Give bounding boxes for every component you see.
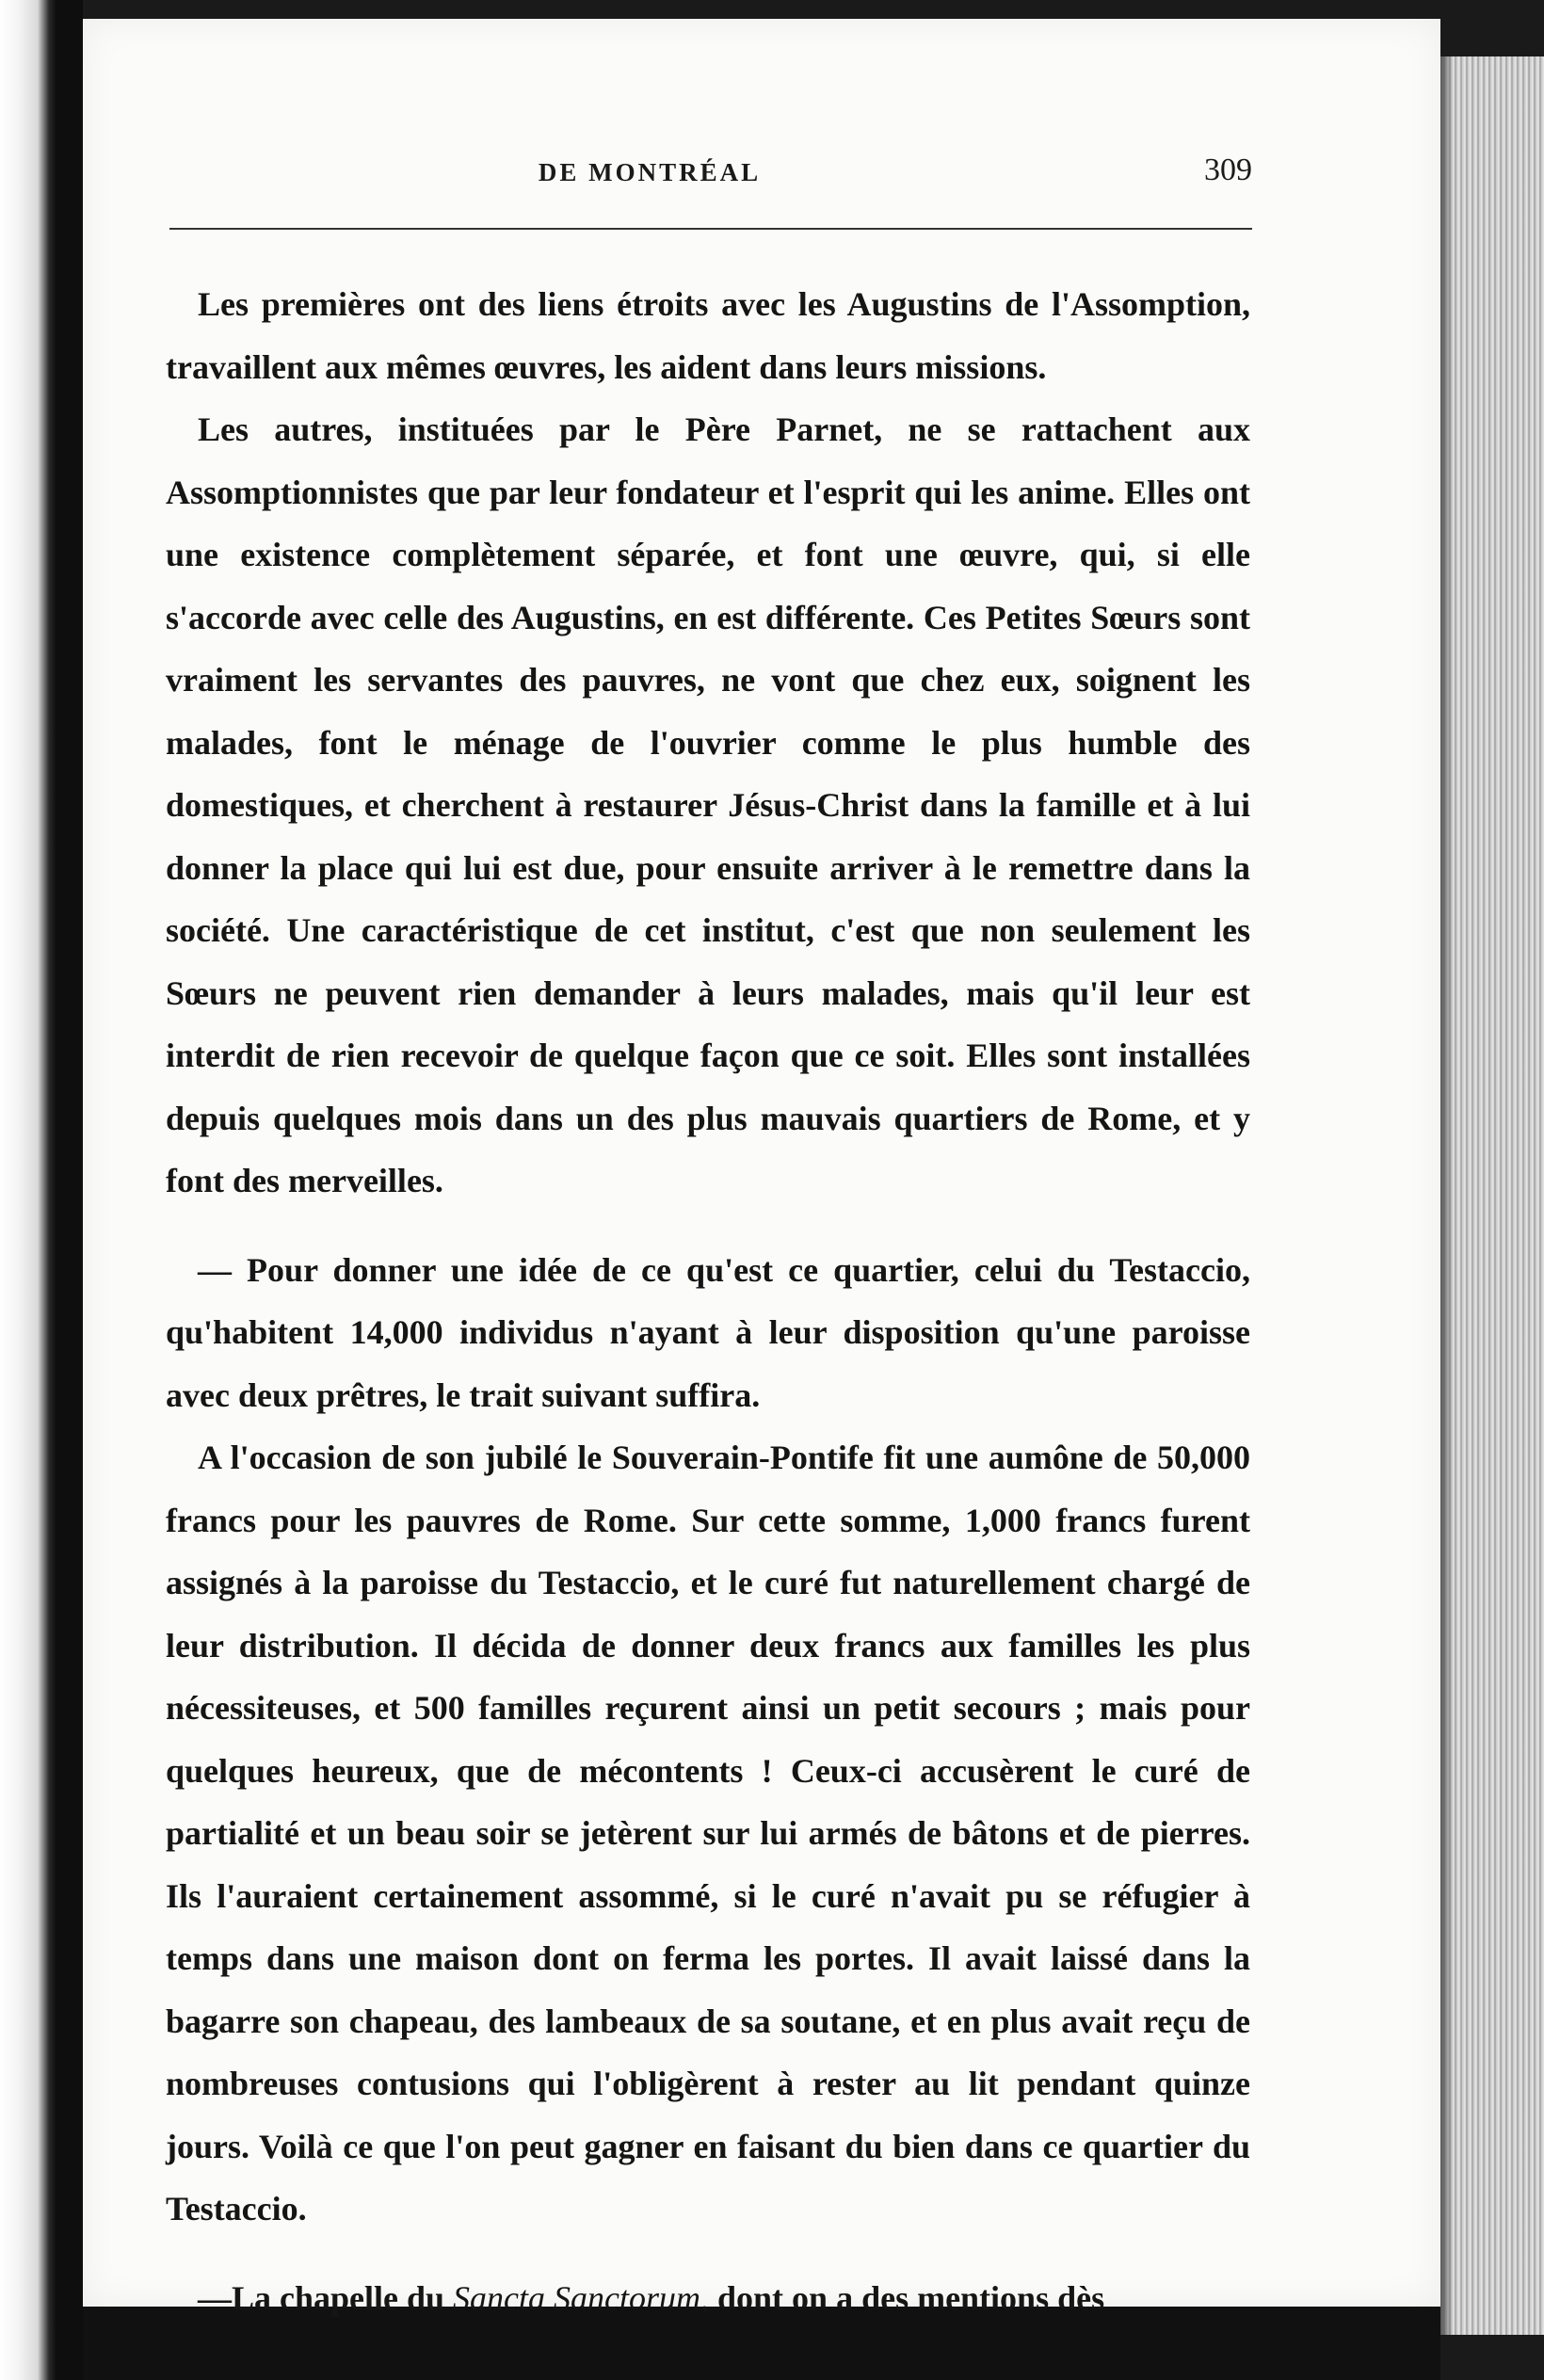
book-gutter [56,0,83,2380]
header-rule [169,228,1252,230]
running-title: DE MONTRÉAL [538,158,762,186]
book-binding-left [0,0,56,2380]
page-edges [1440,56,1544,2335]
paragraph-5-italic: Sancta Sanctorum, [453,2278,710,2317]
running-head [169,153,1252,205]
paragraph-4: A l'occasion de son jubilé le Souverain-Pontife fit une aumône de 50,000 francs pour les pauvres de Rome. Sur cette somme, 1,000 francs furent assignés à la paroisse du Testaccio, et le curé fut naturellement chargé de leur distribution. Il décida de donner deux francs aux familles les plus nécessiteuses, et 500 familles reçurent ainsi un petit secours ; mais pour quelques heureux, que de mécontents ! Ceux-ci accusèrent le curé de partialité et un beau soir se jetèrent sur lui armés de bâtons et de pierres. Ils l'auraient certainement assommé, si le curé n'avait pu se réfugier à temps dans une maison dont on ferma les portes. Il avait laissé dans la bagarre son chapeau, des lambeaux de sa soutane, et en plus avait reçu de nombreuses contusions qui l'obligèrent à rester au lit pendant quinze jours. Voilà ce que l'on peut gagner en faisant du bien dans ce quartier du Testaccio. [166,1439,1250,2227]
paragraph-5 [166,2267,1250,2330]
paragraph-2: Les autres, instituées par le Père Parnet, ne se rattachent aux Assomptionnistes que par leur fondateur et l'esprit qui les anime. Elles ont une existence complètement séparée, et font une œuvre, qui, si elle s'accorde avec celle des Augustins, en est différente. Ces Petites Sœurs sont vraiment les servantes des pauvres, ne vont que chez eux, soignent les malades, font le ménage de l'ouvrier comme le plus humble des domestiques, et cherchent à restaurer Jésus-Christ dans la famille et à lui donner la place qui lui est due, pour ensuite arriver à le remettre dans la société. Une caractéristique de cet institut, c'est que non seulement les Sœurs ne peuvent rien demander à leurs malades, mais qu'il leur est interdit de rien recevoir de quelque façon que ce soit. Elles sont installées depuis quelques mois dans un des plus mauvais quartiers de Rome, et y font des merveilles. [166,410,1250,1199]
paragraph-5-end: dont on a des mentions dès [709,2278,1105,2317]
page-edges-shadow [1440,56,1454,2335]
paragraph-1: Les premières ont des liens étroits avec les Augustins de l'Assomption, travaillent aux mêmes œuvres, les aident dans leurs missions. [166,285,1250,386]
paragraph-5-start: —La chapelle du [198,2278,454,2317]
page-number: 309 [1204,153,1252,187]
paragraph-3: — Pour donner une idée de ce qu'est ce quartier, celui du Testaccio, qu'habitent 14,000 individus n'ayant à leur disposition qu'une paroisse avec deux prêtres, le trait suivant suffira. [166,1250,1250,1414]
body-text [166,273,1250,2329]
